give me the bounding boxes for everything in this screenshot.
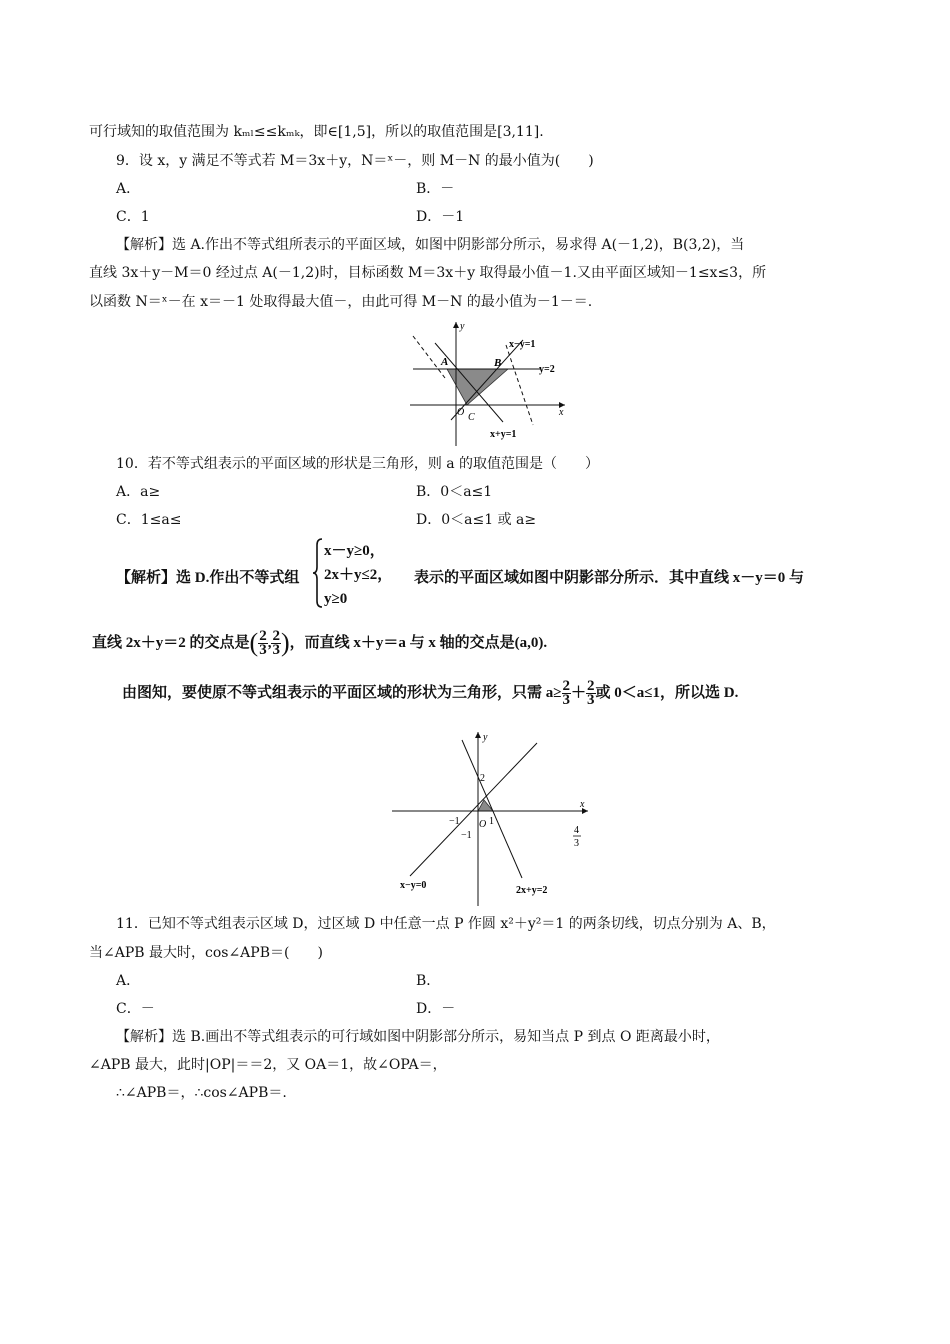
q9-label-line1: x−y=1 — [509, 339, 536, 350]
q10-system-line-3: y≥0 — [324, 591, 348, 607]
q10-system-brace — [312, 537, 324, 609]
q9-label-c: C — [468, 412, 475, 423]
q9-label-line3: x+y=1 — [490, 429, 517, 440]
q10-right-paren: ) — [280, 628, 290, 657]
q10-fraction-2: $\frac{2}{3}$ — [272, 627, 280, 658]
q9-figure — [405, 318, 580, 448]
q10-label-line1: x−y=0 — [400, 880, 427, 891]
q9-option-a: A． — [116, 181, 141, 197]
q10-solution-lead: 【解析】选 D.作出不等式组 — [116, 570, 300, 586]
q10-option-c: C．1≤a≤ — [116, 512, 182, 528]
q11-stem-line-1: 11．已知不等式组表示区域 D，过区域 D 中任意一点 P 作圆 x²＋y²＝1 的两条切线，切点分别为 A、B， — [116, 916, 776, 932]
q10-system-line-2: 2x＋y≤2， — [324, 567, 393, 583]
q10-label-o: O — [479, 819, 487, 830]
q11-solution-line-1: 【解析】选 B.画出不等式组表示的可行域如图中阴影部分所示，易知当点 P 到点 O 距离最小时， — [116, 1029, 720, 1045]
q9-solution-line-3: 以函数 N＝ˣ－在 x＝－1 处取得最大值－，由此可得 M－N 的最小值为－1－＝. — [89, 294, 593, 310]
q9-label-line2: y=2 — [539, 364, 555, 375]
q10-solution-line-3c: 或 0＜a≤1，所以选 D. — [595, 685, 739, 701]
q10-solution-line-2a: 直线 2x＋y＝2 的交点是 — [92, 635, 250, 651]
q10-solution-line-2 — [92, 626, 547, 660]
q10-fraction-4: $\frac{2}{3}$ — [587, 677, 595, 708]
q9-label-b: B — [494, 357, 502, 369]
q10-line-2x-plus-y — [462, 740, 522, 878]
q10-label-y: y — [483, 732, 488, 743]
q10-label-minus1-y: −1 — [461, 830, 472, 841]
q10-solution-line-2b: ，而直线 x＋y＝a 与 x 轴的交点是(a,0). — [289, 635, 548, 651]
q11-stem-line-2: 当∠APB 最大时，cos∠APB＝( ) — [89, 945, 323, 961]
q8-conclusion: 可行域知的取值范围为 kₘₗ≤≤kₘₖ，即∈[1,5]，所以的取值范围是[3,11]. — [89, 124, 544, 140]
q10-line-x-minus-y — [410, 743, 537, 876]
q10-solution-tail: 表示的平面区域如图中阴影部分所示．其中直线 x－y＝0 与 — [414, 570, 805, 586]
q9-label-o: O — [457, 407, 465, 418]
q10-system-line-1: x－y≥0， — [324, 543, 385, 559]
q10-label-x: x — [580, 799, 585, 810]
q9-label-a: A — [441, 356, 449, 368]
q10-solution-line-3b: ＋ — [571, 685, 587, 701]
q10-option-a: A．a≥ — [116, 484, 161, 500]
q10-comma: , — [267, 635, 272, 651]
q10-label-four: 4 — [574, 825, 579, 836]
q10-solution-line-3 — [122, 676, 738, 710]
q9-label-x: x — [559, 407, 564, 418]
q9-option-b: B．－ — [416, 181, 455, 197]
q10-label-line2: 2x+y=2 — [516, 885, 548, 896]
q9-stem: 9．设 x，y 满足不等式若 M＝3x＋y，N＝ˣ－，则 M－N 的最小值为( ) — [116, 153, 594, 169]
q10-figure — [392, 728, 604, 908]
q11-option-d: D．－ — [416, 1001, 456, 1017]
q10-option-d: D．0＜a≤1 或 a≥ — [416, 512, 537, 528]
q11-solution-line-3: ∴∠APB＝，∴cos∠APB＝. — [116, 1085, 287, 1101]
q10-left-paren: ( — [249, 628, 259, 657]
q10-option-b: B．0＜a≤1 — [416, 484, 493, 500]
q10-label-2: 2 — [480, 773, 485, 784]
q9-option-d: D．－1 — [416, 209, 465, 225]
q10-label-1: 1 — [489, 816, 494, 827]
q9-solution-line-1: 【解析】选 A.作出不等式组所表示的平面区域，如图中阴影部分所示，易求得 A(－1,2)，B(3,2)，当 — [116, 237, 745, 253]
q11-option-a: A． — [116, 973, 141, 989]
q10-stem: 10．若不等式组表示的平面区域的形状是三角形，则 a 的取值范围是（ ） — [116, 456, 600, 472]
q9-dashed-right — [506, 345, 533, 425]
q9-solution-line-2: 直线 3x＋y－M＝0 经过点 A(－1,2)时，目标函数 M＝3x＋y 取得最小值－1.又由平面区域知－1≤x≤3，所 — [89, 265, 767, 281]
q11-solution-line-2: ∠APB 最大，此时|OP|＝＝2，又 OA＝1，故∠OPA＝， — [89, 1057, 447, 1073]
q10-fraction-3: $\frac{2}{3}$ — [562, 677, 570, 708]
q10-label-three: 3 — [574, 838, 579, 849]
q10-solution-line-3a: 由图知，要使原不等式组表示的平面区域的形状为三角形，只需 a≥ — [122, 685, 562, 701]
q10-fraction-1: $\frac{2}{3}$ — [259, 627, 267, 658]
q11-option-b: B． — [416, 973, 441, 989]
q10-label-minus1-x: −1 — [449, 816, 460, 827]
q9-label-y: y — [460, 321, 465, 332]
q11-option-c: C．－ — [116, 1001, 155, 1017]
q9-option-c: C．1 — [116, 209, 150, 225]
